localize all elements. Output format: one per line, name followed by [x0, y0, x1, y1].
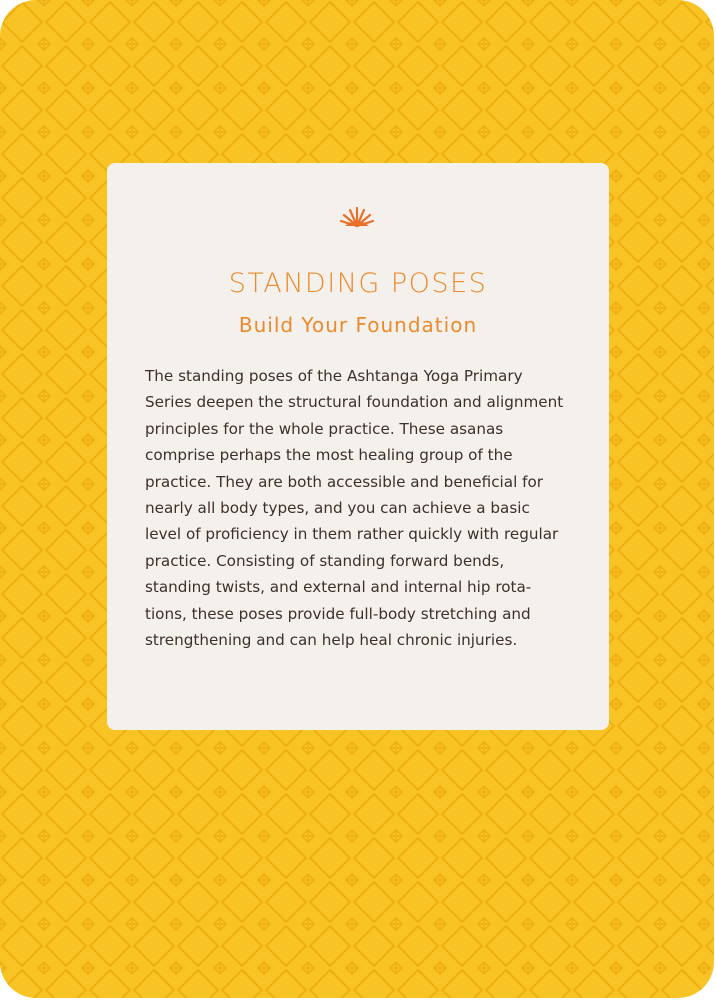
description-line: Series deepen the structural foundation and alignment: [145, 393, 564, 412]
sunrise-icon: [339, 204, 375, 228]
card-subtitle: Build Your Foundation: [238, 313, 478, 337]
description-line: tions, these poses provide full-body stretching and: [145, 604, 531, 623]
description-line: level of proficiency in them rather quickly with regular: [145, 525, 559, 544]
text-panel: [107, 163, 609, 730]
description-line: strengthening and can help heal chronic injuries.: [145, 631, 518, 650]
card-title: STANDING POSES: [228, 268, 488, 299]
description-line: comprise perhaps the most healing group of the: [145, 446, 513, 465]
description-line: practice. They are both accessible and beneficial for: [145, 472, 544, 491]
description-line: The standing poses of the Ashtanga Yoga Primary: [145, 367, 523, 385]
description-line: practice. Consisting of standing forward bends,: [145, 551, 505, 570]
description-line: standing twists, and external and internal hip rota-: [145, 578, 532, 597]
description-line: principles for the whole practice. These asanas: [145, 419, 504, 438]
card-description: [145, 363, 585, 653]
description-line: nearly all body types, and you can achieve a basic: [145, 499, 530, 518]
